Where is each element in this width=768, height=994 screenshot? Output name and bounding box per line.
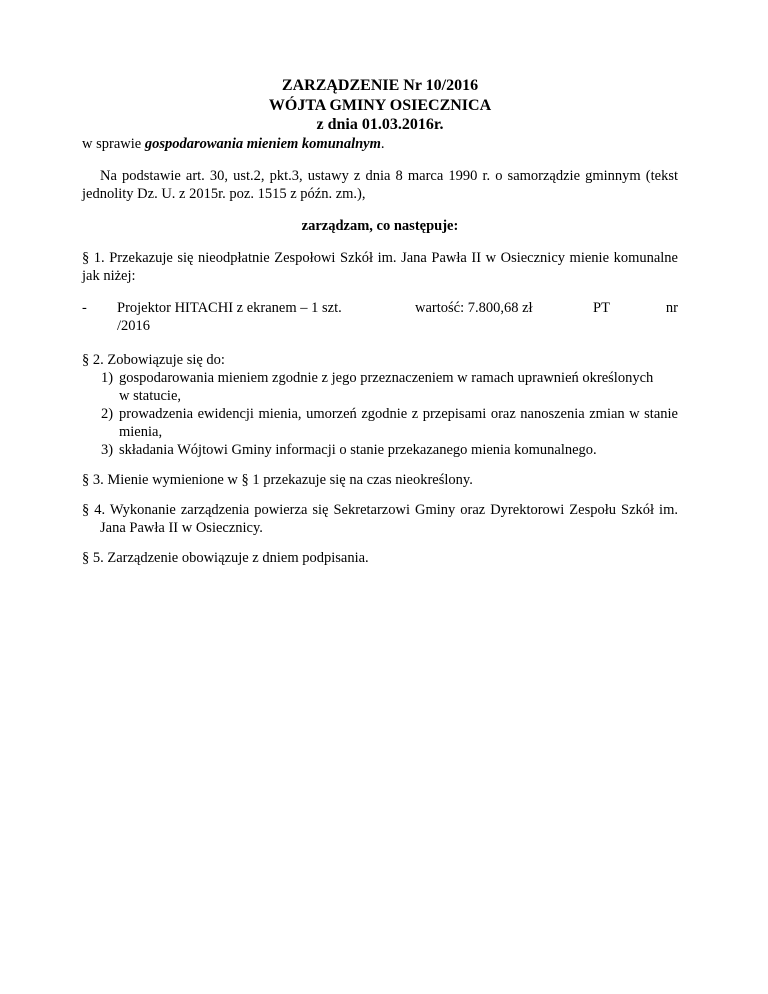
list-item-continuation: w statucie,: [119, 388, 182, 404]
list-item: [82, 405, 678, 441]
asset-name: Projektor HITACHI z ekranem – 1 szt. /2016: [117, 300, 342, 334]
list-item: [82, 441, 678, 459]
list-item-number: 2): [101, 406, 114, 422]
subject-line: [82, 135, 678, 153]
list-item-number: 1): [101, 370, 114, 386]
list-item: [82, 369, 678, 405]
decree-heading: zarządzam, co następuje:: [301, 217, 459, 234]
title-line-1: ZARZĄDZENIE Nr 10/2016: [281, 77, 479, 94]
section-3-text: § 3. Mienie wymienione w § 1 przekazuje się na czas nieokreślony.: [82, 472, 473, 488]
subject-prefix: w sprawie: [82, 135, 145, 152]
list-item-text: prowadzenia ewidencji mienia, umorzeń zgodnie z przepisami oraz nanoszenia zmian w stanie mienia,: [119, 406, 678, 440]
list-item-number: 3): [101, 442, 114, 458]
document-page: [82, 76, 678, 567]
title-line-2: WÓJTA GMINY OSIECZNICA: [268, 96, 492, 114]
section-2-heading: § 2. Zobowiązuje się do:: [82, 352, 225, 368]
title-line-3: z dnia 01.03.2016r.: [316, 116, 444, 133]
section-4-text: § 4. Wykonanie zarządzenia powierza się Sekretarzowi Gminy oraz Dyrektorowi Zespołu Szkół im. Jana Pawła II w Osiecznicy.: [82, 502, 678, 536]
asset-item: [82, 299, 678, 335]
subject-topic: gospodarowania mieniem komunalnym: [144, 135, 381, 152]
obligations-list: [82, 369, 678, 459]
list-item-text: składania Wójtowi Gminy informacji o stanie przekazanego mienia komunalnego.: [119, 442, 597, 458]
legal-basis: Na podstawie art. 30, ust.2, pkt.3, ustawy z dnia 8 marca 1990 r. o samorządzie gminnym (tekst jednolity Dz. U. z 2015r. poz. 1515 z późn. zm.),: [82, 167, 678, 202]
section-1-text: § 1. Przekazuje się nieodpłatnie Zespołowi Szkół im. Jana Pawła II w Osiecznicy mienie komunalne jak niżej:: [82, 250, 678, 284]
list-item-text: gospodarowania mieniem zgodnie z jego przeznaczeniem w ramach uprawnień określonych: [119, 370, 654, 386]
section-5-text: § 5. Zarządzenie obowiązuje z dniem podpisania.: [82, 550, 369, 566]
asset-dash: -: [82, 300, 87, 316]
subject-suffix: .: [380, 135, 385, 152]
asset-value: wartość: 7.800,68 zł: [415, 300, 533, 316]
asset-nr: nr: [665, 300, 678, 316]
asset-pt: PT: [593, 300, 610, 316]
